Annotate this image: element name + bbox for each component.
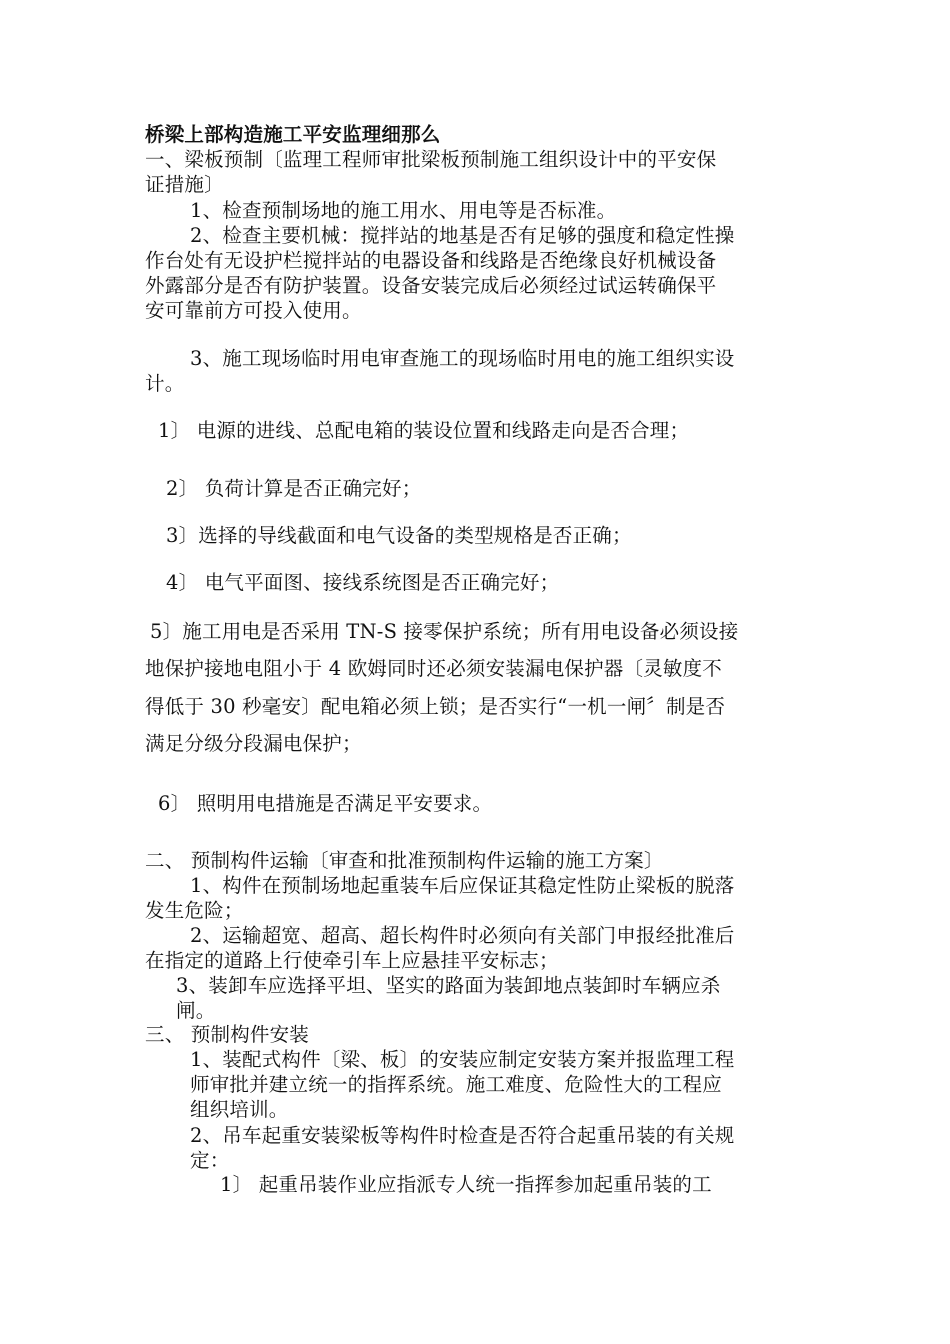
text-line: 1、构件在预制场地起重装车后应保证其稳定性防止梁板的脱落: [190, 874, 735, 897]
text-line: 发生危险；: [145, 899, 244, 922]
text-line: 安可靠前方可投入使用。: [145, 299, 362, 322]
text-line: 6〕 照明用电措施是否满足平安要求。: [158, 792, 493, 815]
text-line: 师审批并建立统一的指挥系统。施工难度、危险性大的工程应: [190, 1073, 722, 1096]
text-line: 1〕 电源的进线、总配电箱的装设位置和线路走向是否合理；: [158, 419, 690, 442]
text-line: 满足分级分段漏电保护；: [145, 732, 362, 755]
text-line: 2、检查主要机械：搅拌站的地基是否有足够的强度和稳定性操: [190, 224, 735, 247]
text-line: 计。: [145, 372, 185, 395]
text-line: 一、梁板预制〔监理工程师审批梁板预制施工组织设计中的平安保: [145, 148, 717, 171]
text-line: 3、施工现场临时用电审查施工的现场临时用电的施工组织实设: [190, 347, 735, 370]
text-line: 3〕选择的导线截面和电气设备的类型规格是否正确；: [166, 524, 632, 547]
text-line: 作台处有无设护栏搅拌站的电器设备和线路是否绝缘良好机械设备: [145, 249, 717, 272]
text-line: 二、 预制构件运输〔审查和批准预制构件运输的施工方案〕: [145, 849, 664, 872]
text-line: 三、 预制构件安装: [145, 1023, 309, 1046]
text-line: 2、运输超宽、超高、超长构件时必须向有关部门申报经批准后: [190, 924, 735, 947]
text-line: 2〕 负荷计算是否正确完好；: [166, 477, 422, 500]
text-line: 证措施〕: [145, 173, 224, 196]
text-line: 2、吊车起重安装梁板等构件时检查是否符合起重吊装的有关规: [190, 1124, 735, 1147]
document-title: 桥梁上部构造施工平安监理细那么: [145, 123, 441, 146]
text-line: 1、装配式构件〔梁、板〕的安装应制定安装方案并报监理工程: [190, 1048, 735, 1071]
text-line: 4〕 电气平面图、接线系统图是否正确完好；: [166, 571, 560, 594]
text-line: 在指定的道路上行使牵引车上应悬挂平安标志；: [145, 949, 559, 972]
text-line: 5〕施工用电是否采用 TN-S 接零保护系统；所有用电设备必须设接: [150, 620, 739, 643]
text-line: 外露部分是否有防护装置。设备安装完成后必须经过试运转确保平: [145, 274, 717, 297]
text-line: 地保护接地电阻小于 4 欧姆同时还必须安装漏电保护器〔灵敏度不: [145, 657, 723, 680]
text-line: 1、检查预制场地的施工用水、用电等是否标准。: [190, 199, 617, 222]
text-line: 定：: [190, 1149, 230, 1172]
text-line: 得低于 30 秒毫安〕配电箱必须上锁；是否实行“一机一闸〞制是否: [145, 695, 726, 718]
text-line: 3、装卸车应选择平坦、坚实的路面为装卸地点装卸时车辆应杀: [176, 974, 721, 997]
text-line: 1〕 起重吊装作业应指派专人统一指挥参加起重吊装的工: [220, 1173, 712, 1196]
text-line: 闸。: [176, 999, 216, 1022]
text-line: 组织培训。: [190, 1098, 289, 1121]
